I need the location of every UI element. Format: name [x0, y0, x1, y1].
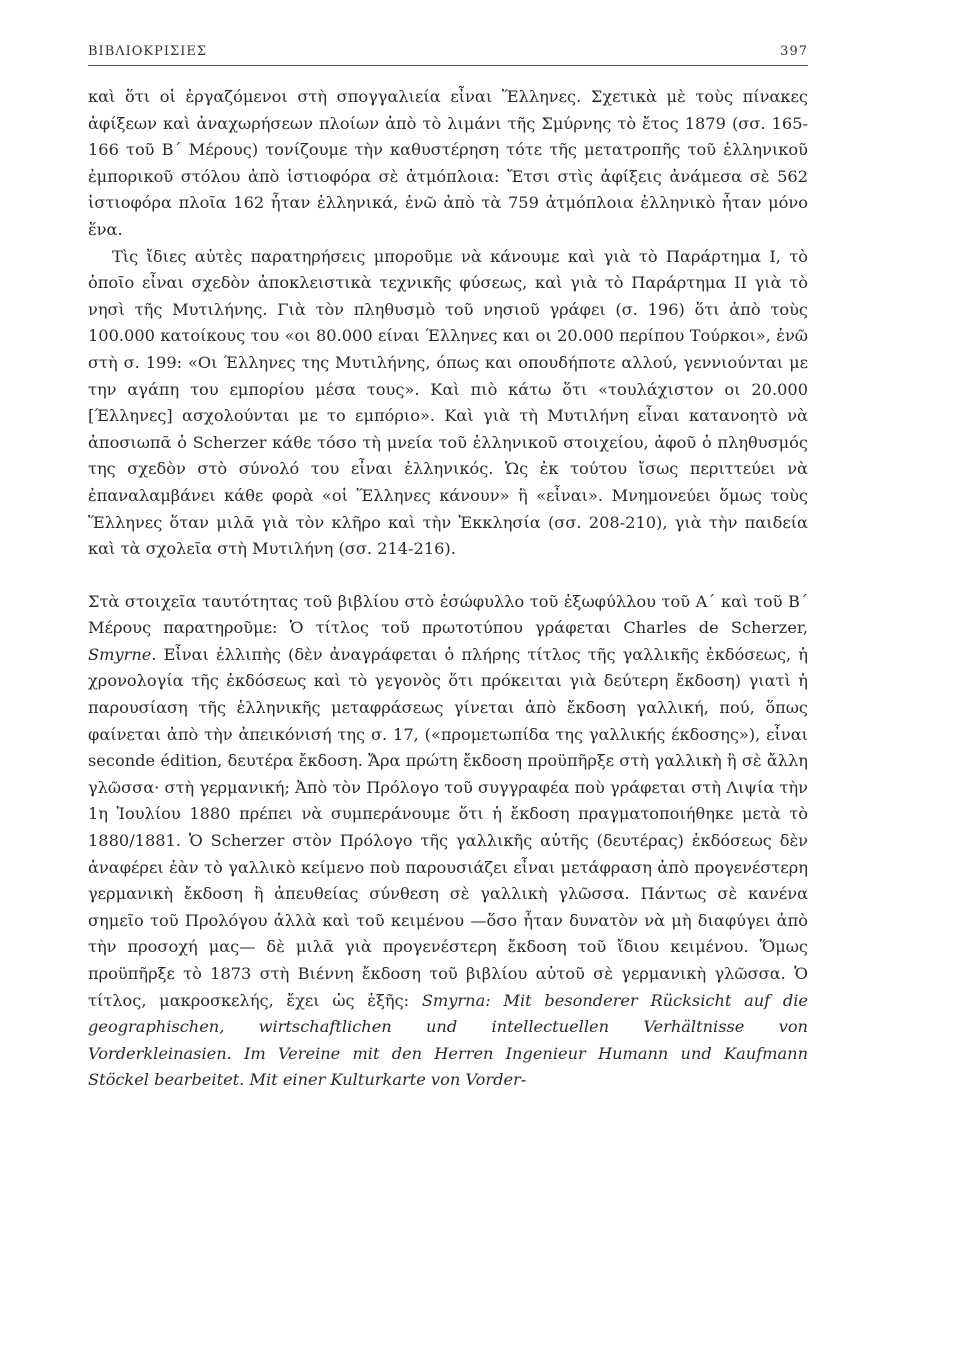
section-title: ΒΙΒΛΙΟΚΡΙΣΙΕΣ — [88, 44, 208, 59]
body-text — [88, 84, 808, 1094]
paragraph — [88, 244, 808, 563]
text-run: καὶ ὅτι οἱ ἐργαζόμενοι στὴ σπογγαλιεία εἶναι Ἕλληνες. Σχετικὰ μὲ τοὺς πίνακες ἀφίξεων καὶ ἀναχωρήσεων πλοίων ἀπὸ τὸ λιμάνι τῆς Σμύρνης τὸ ἔτος 1879 (σσ. 165-166 τοῦ Β΄ Μέρους) τονίζουμε τὴν καθυστέρηση τότε τῆς μετατροπῆς τοῦ ἑλληνικοῦ ἐμπορικοῦ στόλου ἀπὸ ἱστιοφόρα σὲ ἀτμόπλοια: Ἔτσι στὶς ἀφίξεις ἀνάμεσα σὲ 562 ἱστιοφόρα πλοῖα 162 ἦταν ἑλληνικά, ἐνῶ ἀπὸ τὰ 759 ἀτμόπλοια ἑλληνικὸ ἦταν μόνο ἕνα. — [88, 87, 808, 239]
document-page — [88, 44, 808, 1094]
italic-title-run: Smyrna: Mit besonderer Rücksicht auf die geographischen, wirtschaftlichen und intellectuellen Verhältnisse von Vorderkleinasien. Im Vereine mit den Herren Ingenieur Humann und Kaufmann Stöckel bearbeitet. Mit einer Kulturkarte von Vorder- — [88, 990, 808, 1090]
text-run: Στὰ στοιχεῖα ταυτότητας τοῦ βιβλίου στὸ ἐσώφυλλο τοῦ ἐξωφύλλου τοῦ Α΄ καὶ τοῦ Β΄ Μέρους παρατηροῦμε: Ὁ τίτλος τοῦ πρωτοτύπου γράφεται Charles de Scherzer, — [88, 591, 808, 638]
text-run: . Εἶναι ἐλλιπὴς (δὲν ἀναγράφεται ὁ πλήρης τίτλος τῆς γαλλικῆς ἐκδόσεως, ἡ χρονολογία τῆς ἐκδόσεως καὶ τὸ γεγονὸς ὅτι πρόκειται γιὰ δεύτερη ἔκδοση) γιατὶ ἡ παρουσίαση τῆς ἑλληνικῆς μεταφράσεως γίνεται ἀπὸ ἔκδοση γαλλική, πού, ὅπως φαίνεται ἀπὸ τὴν ἀπεικόνισή της σ. 17, («προμετωπίδα της γαλλικής έκδοσης»), εἶναι seconde édition, δευτέρα ἔκδοση. Ἄρα πρώτη ἔκδοση προϋπῆρξε στὴ γαλλικὴ ἢ σὲ ἄλλη γλῶσσα· στὴ γερμανική; Ἀπὸ τὸν Πρόλογο τοῦ συγγραφέα ποὺ γράφεται στὴ Λιψία τὴν 1η Ἰουλίου 1880 πρέπει νὰ συμπεράνουμε ὅτι ἡ ἔκδοση πραγματοποιήθηκε μετὰ τὸ 1880/1881. Ὁ Scherzer στὸν Πρόλογο τῆς γαλλικῆς αὐτῆς (δευτέρας) ἐκδόσεως δὲν ἀναφέρει ἐὰν τὸ γαλλικὸ κείμενο ποὺ παρουσιάζει εἶναι μετάφραση ἀπὸ προγενέστερη γερμανικὴ ἔκδοση ἢ ἀπευθείας σύνθεση σὲ γαλλικὴ γλῶσσα. Πάντως σὲ κανένα σημεῖο τοῦ Προλόγου ἀλλὰ καὶ τοῦ κειμένου —ὅσο ἦταν δυνατὸν νὰ μὴ διαφύγει ἀπὸ τὴν προσοχή μας— δὲ μιλᾶ γιὰ προγενέστερη ἔκδοση τοῦ ἴδιου κειμένου. Ὅμως προϋπῆρξε τὸ 1873 στὴ Βιέννη ἔκδοση τοῦ βιβλίου αὐτοῦ σὲ γερμανικὴ γλῶσσα. Ὁ τίτλος, μακροσκελής, ἔχει ὡς ἑξῆς: — [88, 644, 808, 1010]
paragraph — [88, 589, 808, 1094]
text-run: Τὶς ἴδιες αὐτὲς παρατηρήσεις μποροῦμε νὰ κάνουμε καὶ γιὰ τὸ Παράρτημα Ι, τὸ ὁποῖο εἶναι σχεδὸν ἀποκλειστικὰ τεχνικῆς φύσεως, καὶ γιὰ τὸ Παράρτημα ΙΙ γιὰ τὸ νησὶ τῆς Μυτιλήνης. Γιὰ τὸν πληθυσμὸ τοῦ νησιοῦ γράφει (σ. 196) ὅτι ἀπὸ τοὺς 100.000 κατοίκους του «οι 80.000 είναι Έλληνες και οι 20.000 περίπου Τούρκοι», ἐνῶ στὴ σ. 199: «Οι Έλληνες της Μυτιλήνης, όπως και οπουδήποτε αλλού, γεννιούνται με την αγάπη του εμπορίου μέσα τους». Καὶ πιὸ κάτω ὅτι «τουλάχιστον οι 20.000 [Έλληνες] ασχολούνται με το εμπόριο». Καὶ γιὰ τὴ Μυτιλήνη εἶναι κατανοητὸ νὰ ἀποσιωπᾶ ὁ Scherzer κάθε τόσο τὴ μνεία τοῦ ἑλληνικοῦ στοιχείου, ἀφοῦ ὁ πληθυσμός της σχεδὸν στὸ σύνολό του εἶναι ἑλληνικός. Ὡς ἐκ τούτου ἴσως περιττεύει νὰ ἐπαναλαμβάνει κάθε φορὰ «οἱ Ἕλληνες κάνουν» ἢ «εἶναι». Μνημονεύει ὅμως τοὺς Ἕλληνες ὅταν μιλᾶ γιὰ τὸν κλῆρο καὶ τὴν Ἐκκλησία (σσ. 208-210), γιὰ τὴν παιδεία καὶ τὰ σχολεῖα στὴ Μυτιλήνη (σσ. 214-216). — [88, 246, 808, 559]
running-header — [88, 44, 808, 66]
page-number: 397 — [780, 44, 808, 59]
paragraph-gap — [88, 563, 808, 589]
paragraph — [88, 84, 808, 244]
italic-title-run: Smyrne — [88, 644, 152, 664]
